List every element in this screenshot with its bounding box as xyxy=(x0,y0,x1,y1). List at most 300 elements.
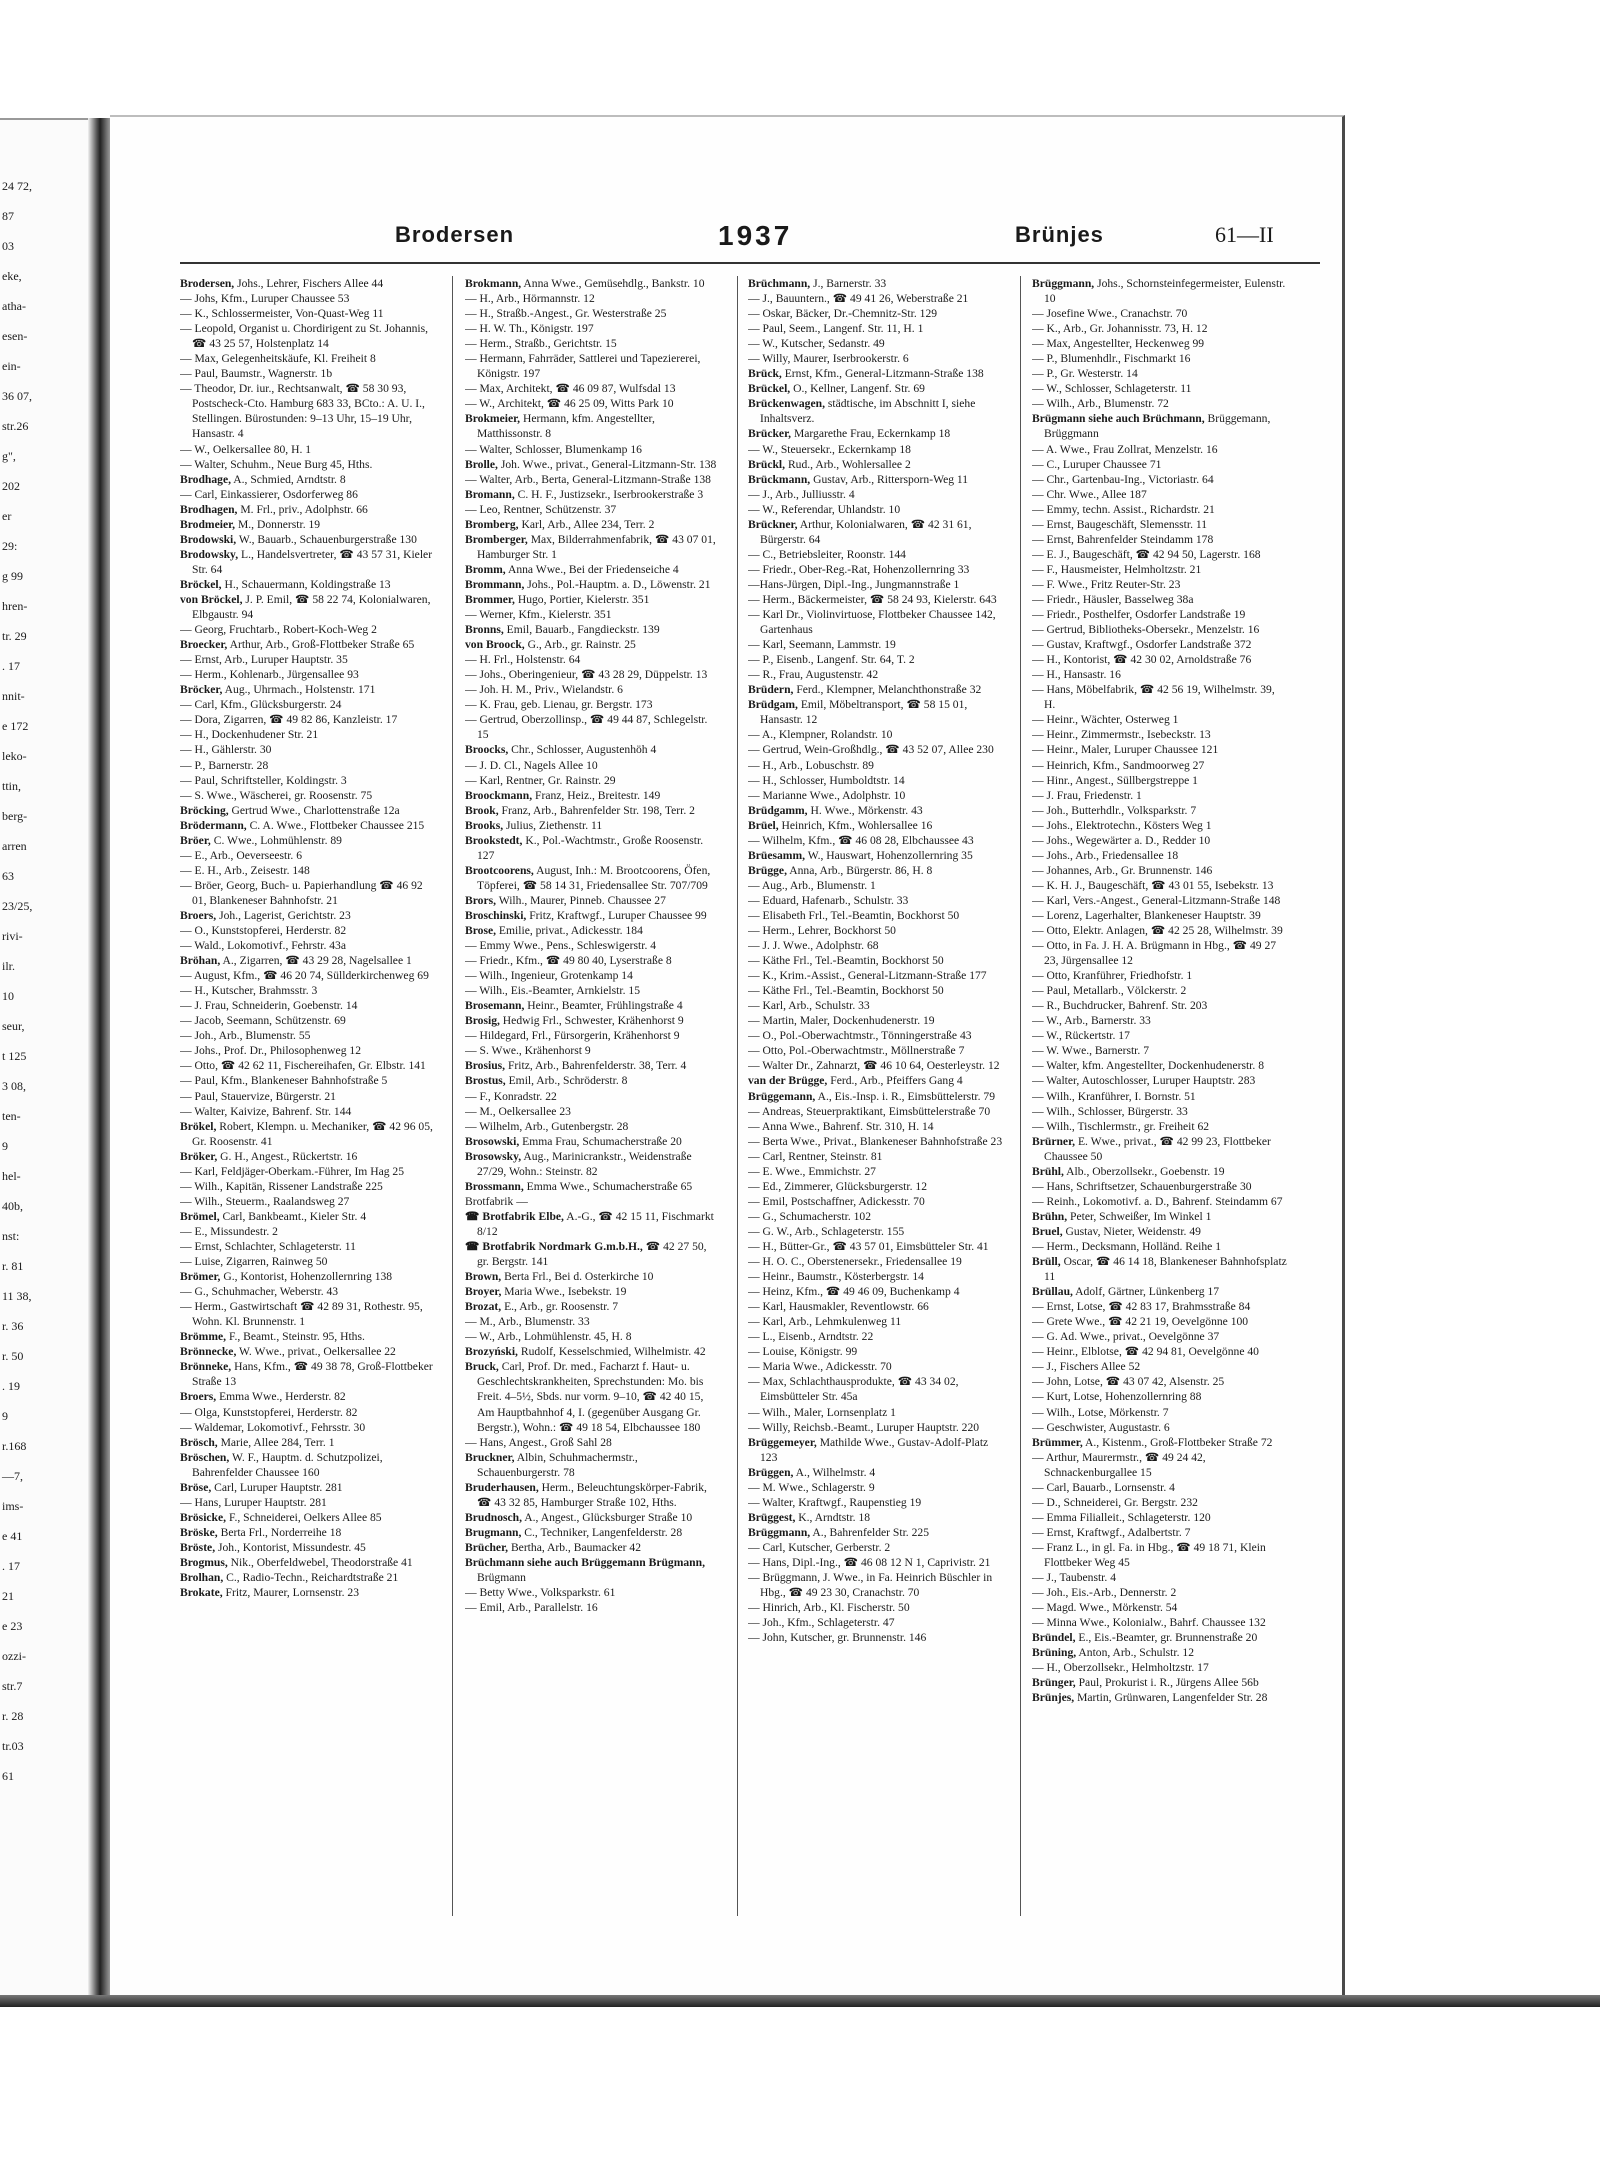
directory-entry: Brüggemeyer, Mathilde Wwe., Gustav-Adolf-Platz 123 xyxy=(748,1435,989,1464)
directory-entry: Bromberger, Max, Bilderrahmenfabrik, ☎ 43 07 01, Hamburger Str. 1 xyxy=(465,532,716,561)
directory-entry: — Oskar, Bäcker, Dr.-Chemnitz-Str. 129 xyxy=(748,307,938,321)
directory-entry: — Walter, Arb., Berta, General-Litzmann-Straße 138 xyxy=(465,472,711,486)
directory-entry: Brolhan, C., Radio-Techn., Reichardtstraße 21 xyxy=(180,1571,399,1585)
directory-entry: — P., Blumenhdlr., Fischmarkt 16 xyxy=(1032,352,1191,366)
directory-entry: — Carl, Kutscher, Gerberstr. 2 xyxy=(748,1540,891,1554)
left-page-fragment: ozzi- xyxy=(2,1649,26,1663)
directory-entry: Brömme, F., Beamt., Steinstr. 95, Hths. xyxy=(180,1330,365,1344)
left-page-fragment: r. 50 xyxy=(2,1349,24,1363)
directory-entry: — Gustav, Kraftwgf., Osdorfer Landstraße 372 xyxy=(1032,638,1252,652)
header-rule xyxy=(180,262,1320,264)
left-page-fragment: ims- xyxy=(2,1499,24,1513)
directory-entry: — Joh., Eis.-Arb., Dennerstr. 2 xyxy=(1032,1586,1177,1600)
left-page-fragment: leko- xyxy=(2,749,27,763)
directory-entry: — Paul, Schriftsteller, Koldingstr. 3 xyxy=(180,773,347,787)
left-page-fragment: r. 36 xyxy=(2,1319,24,1333)
left-page-fragment: 23/25, xyxy=(2,899,33,913)
directory-entry: — Andreas, Steuerpraktikant, Eimsbüttelerstraße 70 xyxy=(748,1104,991,1118)
left-page-fragment: e 172 xyxy=(2,719,29,733)
directory-entry: Brösch, Marie, Allee 284, Terr. 1 xyxy=(180,1435,335,1449)
directory-entry: Brühn, Peter, Schweißer, Im Winkel 1 xyxy=(1032,1209,1212,1223)
directory-entry: — Leopold, Organist u. Chordirigent zu St. Johannis, ☎ 43 25 57, Holstenplatz 14 xyxy=(180,322,429,351)
directory-entry: — Friedr., Häusler, Basselweg 38a xyxy=(1032,592,1194,606)
directory-entry: Brüel, Heinrich, Kfm., Wohlersallee 16 xyxy=(748,818,933,832)
directory-entry: Broschinski, Fritz, Kraftwgf., Luruper Chaussee 99 xyxy=(465,908,707,922)
directory-entry: — Martin, Maler, Dockenhudenerstr. 19 xyxy=(748,1014,935,1028)
directory-entry: Brümmer, A., Kistenm., Groß-Flottbeker Straße 72 xyxy=(1032,1435,1273,1449)
directory-entry: — Gertrud, Oberzollinsp., ☎ 49 44 87, Schlegelstr. 15 xyxy=(465,713,708,742)
directory-entry: — Emil, Arb., Parallelstr. 16 xyxy=(465,1601,598,1615)
directory-entry: Bromann, C. H. F., Justizsekr., Iserbrookerstraße 3 xyxy=(465,487,704,501)
directory-entry: — H. O. C., Oberstenersekr., Friedensallee 19 xyxy=(748,1255,962,1269)
column-3 xyxy=(748,276,1003,1916)
directory-entry: — W., Kutscher, Sedanstr. 49 xyxy=(748,337,885,351)
directory-entry: — Johs., Elektrotechn., Kösters Weg 1 xyxy=(1032,818,1212,832)
left-page-fragment: er xyxy=(2,509,12,523)
book-spine xyxy=(88,118,110,1998)
directory-entry: — Emmy Wwe., Pens., Schleswigerstr. 4 xyxy=(465,939,657,953)
directory-entry: — Heinrich, Kfm., Sandmoorweg 27 xyxy=(1032,758,1205,772)
directory-entry: — H., Dockenhudener Str. 21 xyxy=(180,728,319,742)
directory-entry: — Paul, Kfm., Blankeneser Bahnhofstraße 5 xyxy=(180,1074,388,1088)
directory-entry: — H., Gählerstr. 30 xyxy=(180,743,272,757)
directory-entry: — Otto, in Fa. J. H. A. Brügmann in Hbg., ☎ 49 27 23, Jürgensallee 12 xyxy=(1032,939,1277,968)
directory-entry: — Joh., Arb., Blumenstr. 55 xyxy=(180,1029,311,1043)
directory-entry: — Max, Angestellter, Heckenweg 99 xyxy=(1032,337,1205,351)
directory-entry: Bröschen, W. F., Hauptm. d. Schutzpolizei, Bahrenfelder Chaussee 160 xyxy=(180,1450,383,1479)
directory-entry: — Herm., Bäckermeister, ☎ 58 24 93, Kielerstr. 643 xyxy=(748,592,997,606)
directory-entry: — Hans, Angest., Groß Sahl 28 xyxy=(465,1435,612,1449)
directory-entry: Brühl, Alb., Oberzollsekr., Goebenstr. 19 xyxy=(1032,1164,1225,1178)
left-page-fragment: r.168 xyxy=(2,1439,27,1453)
directory-entry: — Wilhelm, Arb., Gutenbergstr. 28 xyxy=(465,1119,629,1133)
directory-entry: — K., Arb., Gr. Johannisstr. 73, H. 12 xyxy=(1032,322,1208,336)
directory-entry: — J. D. Cl., Nagels Allee 10 xyxy=(465,758,598,772)
directory-entry: Brüdgamm, H. Wwe., Mörkenstr. 43 xyxy=(748,803,923,817)
directory-entry: Brüggen, A., Wilhelmstr. 4 xyxy=(748,1465,876,1479)
directory-entry: — Joh., Kfm., Schlageterstr. 47 xyxy=(748,1616,895,1630)
directory-entry: Broockmann, Franz, Heiz., Breitestr. 149 xyxy=(465,788,661,802)
directory-entry: Bröhan, A., Zigarren, ☎ 43 29 28, Nagelsallee 1 xyxy=(180,954,412,968)
header-last-entry: Brünjes xyxy=(1015,222,1104,247)
directory-entry: — C., Betriebsleiter, Roonstr. 144 xyxy=(748,547,906,561)
directory-entry: Brökel, Robert, Klempn. u. Mechaniker, ☎ 42 96 05, Gr. Roosenstr. 41 xyxy=(180,1119,433,1148)
column-divider xyxy=(452,276,453,1916)
directory-entry: Brüggemann, A., Eis.-Insp. i. R., Eimsbüttelerstr. 79 xyxy=(748,1089,996,1103)
directory-entry: — Paul, Baumstr., Wagnerstr. 1b xyxy=(180,367,333,381)
directory-entry: Brosig, Hedwig Frl., Schwester, Krähenhorst 9 xyxy=(465,1014,684,1028)
directory-entry: Brown, Berta Frl., Bei d. Osterkirche 10 xyxy=(465,1270,654,1284)
directory-entry: — Emma Filialleit., Schlageterstr. 120 xyxy=(1032,1510,1211,1524)
directory-entry: Brozat, E., Arb., gr. Roosenstr. 7 xyxy=(465,1300,619,1314)
directory-entry: Brüllau, Adolf, Gärtner, Lünkenberg 17 xyxy=(1032,1285,1220,1299)
column-4 xyxy=(1032,276,1287,1916)
directory-entry: — Bröer, Georg, Buch- u. Papierhandlung ☎ 46 92 01, Blankeneser Bahnhofstr. 21 xyxy=(180,878,423,907)
directory-entry: — P., Eisenb., Langenf. Str. 64, T. 2 xyxy=(748,653,915,667)
directory-entry: — W., Architekt, ☎ 46 25 09, Witts Park 10 xyxy=(465,397,674,411)
directory-entry: Brook, Franz, Arb., Bahrenfelder Str. 198, Terr. 2 xyxy=(465,803,695,817)
directory-entry: — Ernst, Schlachter, Schlageterstr. 11 xyxy=(180,1240,356,1253)
directory-entry: Brückner, Arthur, Kolonialwaren, ☎ 42 31 61, Bürgerstr. 64 xyxy=(748,517,972,546)
left-page-fragment: str.7 xyxy=(2,1679,23,1693)
directory-entry: — E. Wwe., Emmichstr. 27 xyxy=(748,1164,876,1178)
directory-entry: — A., Klempner, Rolandstr. 10 xyxy=(748,728,893,742)
directory-entry: — Werner, Kfm., Kielerstr. 351 xyxy=(465,608,612,622)
directory-entry: — Friedr., Posthelfer, Osdorfer Landstraße 19 xyxy=(1032,608,1246,622)
directory-entry: Brokate, Fritz, Maurer, Lornsenstr. 23 xyxy=(180,1586,360,1600)
directory-entry: — Johs, Kfm., Luruper Chaussee 53 xyxy=(180,292,350,306)
directory-entry: — Hildegard, Frl., Fürsorgerin, Krähenhorst 9 xyxy=(465,1029,680,1043)
directory-entry: Brootcoorens, August, Inh.: M. Brootcoorens, Öfen, Töpferei, ☎ 58 14 31, Friedensallee Str. 707/709 xyxy=(465,863,711,892)
directory-entry: — Hans, Dipl.-Ing., ☎ 46 08 12 N 1, Caprivistr. 21 xyxy=(748,1555,991,1569)
directory-entry: Brünger, Paul, Prokurist i. R., Jürgens Allee 56b xyxy=(1032,1676,1259,1690)
directory-entry: — W. Wwe., Barnerstr. 7 xyxy=(1032,1044,1149,1058)
directory-entry: Brönneke, Hans, Kfm., ☎ 49 38 78, Groß-Flottbeker Straße 13 xyxy=(180,1360,433,1389)
directory-entry: Bruck, Carl, Prof. Dr. med., Facharzt f. Haut- u. Geschlechtskrankheiten, Sprechstunden: Mo. bis Freit. 4–5½, Sbds. nur vorm. 9–10, ☎ 42 40 15, Am Hauptbahnhof 4, I. (gegenüber Ausgang Gr. Bergstr.), Wohn.: ☎ 49 18 54, Elbchaussee 180 xyxy=(465,1360,704,1434)
left-page-fragment: . 17 xyxy=(2,659,20,673)
directory-entry: — Wilhelm, Kfm., ☎ 46 08 28, Elbchaussee 43 xyxy=(748,833,974,847)
directory-entry: — Walter, Schlosser, Blumenkamp 16 xyxy=(465,442,642,456)
directory-entry: — G. W., Arb., Schlageterstr. 155 xyxy=(748,1224,905,1238)
directory-entry: — Otto, Kranführer, Friedhofstr. 1 xyxy=(1032,969,1193,983)
left-page-fragment: 40b, xyxy=(2,1199,23,1213)
column-1 xyxy=(180,276,435,1916)
directory-entry: — Paul, Metallarb., Völckerstr. 2 xyxy=(1032,984,1187,998)
directory-entry: Bröse, Carl, Luruper Hauptstr. 281 xyxy=(180,1480,343,1494)
directory-entry: — G., Schumacherstr. 102 xyxy=(748,1209,872,1223)
directory-entry: — Waldemar, Lokomotivf., Fehrsstr. 30 xyxy=(180,1420,366,1434)
directory-entry: Bronns, Emil, Bauarb., Fangdieckstr. 139 xyxy=(465,623,660,637)
left-page-fragment: r. 81 xyxy=(2,1259,24,1273)
directory-entry: Broocks, Chr., Schlosser, Augustenhöh 4 xyxy=(465,743,657,757)
directory-entry: — Walter Dr., Zahnarzt, ☎ 46 10 64, Oesterleystr. 12 xyxy=(748,1059,1000,1073)
directory-entry: Brödermann, C. A. Wwe., Flottbeker Chaussee 215 xyxy=(180,818,425,832)
directory-entry: Brürner, E. Wwe., privat., ☎ 42 99 23, Flottbeker Chaussee 50 xyxy=(1032,1134,1271,1163)
directory-entry: — W., Rückertstr. 17 xyxy=(1032,1029,1130,1043)
directory-entry: Brose, Emilie, privat., Adickesstr. 184 xyxy=(465,924,643,938)
directory-entry: — K. Frau, geb. Lienau, gr. Bergstr. 173 xyxy=(465,698,653,712)
directory-entry: — Ernst, Lotse, ☎ 42 83 17, Brahmsstraße 84 xyxy=(1032,1300,1251,1314)
directory-entry: — Wilh., Maler, Lornsenplatz 1 xyxy=(748,1405,896,1419)
left-page-fragment: . 19 xyxy=(2,1379,20,1393)
directory-entry: Brügmann siehe auch Brüchmann, Brüggemann, Brüggmann xyxy=(1032,412,1271,441)
directory-entry: — F., Konradstr. 22 xyxy=(465,1089,557,1103)
directory-entry: — Minna Wwe., Kolonialw., Bahrf. Chaussee 132 xyxy=(1032,1616,1266,1630)
directory-entry: — John, Kutscher, gr. Brunnenstr. 146 xyxy=(748,1631,927,1645)
directory-entry: — Käthe Frl., Tel.-Beamtin, Bockhorst 50 xyxy=(748,954,944,968)
directory-entry: — D., Schneiderei, Gr. Bergstr. 232 xyxy=(1032,1495,1198,1509)
directory-entry: — Berta Wwe., Privat., Blankeneser Bahnhofstraße 23 xyxy=(748,1134,1003,1148)
directory-entry: Brüdgam, Emil, Möbeltransport, ☎ 58 15 01, Hansastr. 12 xyxy=(748,698,968,727)
directory-entry: — Heinz, Kfm., ☎ 49 46 09, Buchenkamp 4 xyxy=(748,1285,960,1299)
directory-entry: — Olga, Kunststopferei, Herderstr. 82 xyxy=(180,1405,358,1419)
directory-entry: — R., Frau, Augustenstr. 42 xyxy=(748,668,879,682)
directory-entry: — Louise, Königstr. 99 xyxy=(748,1345,858,1359)
left-page-fragment: 61 xyxy=(2,1769,14,1783)
directory-entry: — Wilh., Steuerm., Raalandsweg 27 xyxy=(180,1194,350,1208)
directory-entry: — Hinr., Angest., Süllbergstreppe 1 xyxy=(1032,773,1198,787)
directory-entry: — H., Kutscher, Brahmsstr. 3 xyxy=(180,984,318,998)
left-page-fragment: e 41 xyxy=(2,1529,23,1543)
directory-entry: — Otto, ☎ 42 62 11, Fischereihafen, Gr. Elbstr. 141 xyxy=(180,1059,426,1073)
directory-entry: — Otto, Elektr. Anlagen, ☎ 42 25 28, Wilhelmstr. 39 xyxy=(1032,924,1283,938)
directory-entry: Brügge, Anna, Arb., Bürgerstr. 86, H. 8 xyxy=(748,863,933,877)
directory-entry: Brudnosch, A., Angest., Glücksburger Straße 10 xyxy=(465,1510,693,1524)
directory-entry: — Johs., Oberingenieur, ☎ 43 28 29, Düppelstr. 13 xyxy=(465,668,708,682)
directory-entry: — E. H., Arb., Zeisestr. 148 xyxy=(180,863,310,877)
directory-entry: — J. Frau, Schneiderin, Goebenstr. 14 xyxy=(180,999,358,1013)
directory-entry: Brodowski, W., Bauarb., Schauenburgerstraße 130 xyxy=(180,532,417,546)
directory-entry: — Heinr., Maler, Luruper Chaussee 121 xyxy=(1032,743,1219,757)
directory-entry: — W., Arb., Barnerstr. 33 xyxy=(1032,1014,1151,1028)
left-page-fragment: eke, xyxy=(2,269,22,283)
directory-entry: — W., Oelkersallee 80, H. 1 xyxy=(180,442,312,456)
directory-entry: Bründel, E., Eis.-Beamter, gr. Brunnenstraße 20 xyxy=(1032,1631,1258,1645)
directory-entry: Brünjes, Martin, Grünwaren, Langenfelder Str. 28 xyxy=(1032,1691,1268,1705)
directory-entry: — Anna Wwe., Bahrenf. Str. 310, H. 14 xyxy=(748,1119,934,1133)
directory-entry: — Herm., Lehrer, Bockhorst 50 xyxy=(748,924,896,938)
directory-entry: Brück, Ernst, Kfm., General-Litzmann-Straße 138 xyxy=(748,367,984,381)
directory-entry: Brömer, G., Kontorist, Hohenzollernring 138 xyxy=(180,1270,393,1284)
left-page-fragment: 9 xyxy=(2,1139,8,1153)
directory-entry: — Johs., Prof. Dr., Philosophenweg 12 xyxy=(180,1044,361,1058)
directory-entry: — Heinr., Baumstr., Kösterbergstr. 14 xyxy=(748,1270,924,1284)
directory-entry: — W., Steuersekr., Eckernkamp 18 xyxy=(748,442,911,456)
directory-entry: — Carl, Kfm., Glücksburgerstr. 24 xyxy=(180,698,342,712)
directory-entry: — Carl, Rentner, Steinstr. 81 xyxy=(748,1149,883,1163)
directory-entry: — Wilh., Kranführer, I. Bornstr. 51 xyxy=(1032,1089,1196,1103)
directory-entry: — G. Ad. Wwe., privat., Oevelgönne 37 xyxy=(1032,1330,1220,1344)
directory-entry: — Luise, Zigarren, Rainweg 50 xyxy=(180,1255,328,1269)
directory-entry: — August, Kfm., ☎ 46 20 74, Süllderkirchenweg 69 xyxy=(180,969,429,983)
left-page-fragment: tr.03 xyxy=(2,1739,24,1753)
directory-entry: — Karl, Feldjäger-Oberkam.-Führer, Im Hag 25 xyxy=(180,1164,405,1178)
left-page-fragment: e 23 xyxy=(2,1619,23,1633)
directory-entry: Bröcking, Gertrud Wwe., Charlottenstraße 12a xyxy=(180,803,400,817)
left-page-fragment: str.26 xyxy=(2,419,29,433)
directory-entry: — Aug., Arb., Blumenstr. 1 xyxy=(748,878,876,892)
directory-entry: Brüdern, Ferd., Klempner, Melanchthonstraße 32 xyxy=(748,683,982,697)
directory-entry: Bröckel, H., Schauermann, Koldingstraße 13 xyxy=(180,577,391,591)
directory-entry: — Heinr., Wächter, Osterweg 1 xyxy=(1032,713,1179,727)
directory-entry: — Heinr., Zimmermstr., Isebeckstr. 13 xyxy=(1032,728,1211,742)
directory-entry: — Walter, Schuhm., Neue Burg 45, Hths. xyxy=(180,457,373,471)
directory-entry: — H., Bütter-Gr., ☎ 43 57 01, Eimsbütteler Str. 41 xyxy=(748,1240,989,1253)
directory-entry: — W., Schlosser, Schlageterstr. 11 xyxy=(1032,382,1192,396)
directory-entry: — Grete Wwe., ☎ 42 21 19, Oevelgönne 100 xyxy=(1032,1315,1249,1329)
directory-entry: — Willy, Reichsb.-Beamt., Luruper Hauptstr. 220 xyxy=(748,1420,980,1434)
directory-entry: Brücker, Margarethe Frau, Eckernkamp 18 xyxy=(748,427,951,441)
directory-entry: ☎ Brotfabrik Nordmark G.m.b.H., ☎ 42 27 50, gr. Bergstr. 141 xyxy=(465,1240,707,1269)
directory-entry: — Gertrud, Bibliotheks-Obersekr., Menzelstr. 16 xyxy=(1032,623,1260,637)
left-page-fragment: 21 xyxy=(2,1589,14,1603)
directory-entry: Bröcker, Aug., Uhrmach., Holstenstr. 171 xyxy=(180,683,376,697)
directory-entry: ☎ Brotfabrik Elbe, A.-G., ☎ 42 15 11, Fischmarkt 8/12 xyxy=(465,1209,714,1238)
directory-entry: — Lorenz, Lagerhalter, Blankeneser Hauptstr. 39 xyxy=(1032,908,1261,922)
directory-entry: — K., Schlossermeister, Von-Quast-Weg 11 xyxy=(180,307,384,321)
directory-entry: — H., Oberzollsekr., Helmholtzstr. 17 xyxy=(1032,1661,1209,1675)
directory-entry: — Carl, Bauarb., Lornsenstr. 4 xyxy=(1032,1480,1175,1494)
directory-entry: — Wilh., Schlosser, Bürgerstr. 33 xyxy=(1032,1104,1188,1118)
left-page-fragment: 3 08, xyxy=(2,1079,26,1093)
directory-entry: Broers, Emma Wwe., Herderstr. 82 xyxy=(180,1390,346,1404)
directory-entry: — John, Lotse, ☎ 43 07 42, Alsenstr. 25 xyxy=(1032,1375,1225,1389)
directory-entry: — J. J. Wwe., Adolphstr. 68 xyxy=(748,939,879,953)
directory-entry: Brückl, Rud., Arb., Wohlersallee 2 xyxy=(748,457,911,471)
left-page-fragment: arren xyxy=(2,839,27,853)
directory-entry: — Friedr., Kfm., ☎ 49 80 40, Lyserstraße 8 xyxy=(465,954,672,968)
directory-entry: — Brüggmann, J. Wwe., in Fa. Heinrich Büschler in Hbg., ☎ 49 23 30, Cranachstr. 70 xyxy=(748,1571,993,1600)
directory-entry: van der Brügge, Ferd., Arb., Pfeiffers Gang 4 xyxy=(748,1074,963,1088)
directory-entry: — Hinrich, Arb., Kl. Fischerstr. 50 xyxy=(748,1601,910,1615)
column-2 xyxy=(465,276,720,1916)
directory-entry: Bromberg, Karl, Arb., Allee 234, Terr. 2 xyxy=(465,517,655,531)
directory-entry: Brolle, Joh. Wwe., privat., General-Litzmann-Str. 138 xyxy=(465,457,717,471)
left-page-fragment: hel- xyxy=(2,1169,21,1183)
directory-entry: — Ernst, Kraftwgf., Adalbertstr. 7 xyxy=(1032,1525,1191,1539)
directory-entry: — Gertrud, Wein-Großhdlg., ☎ 43 52 07, Allee 230 xyxy=(748,743,994,757)
directory-entry: — H., Arb., Hörmannstr. 12 xyxy=(465,292,595,306)
directory-entry: Brommer, Hugo, Portier, Kielerstr. 351 xyxy=(465,592,650,606)
directory-entry: Brückmann, Gustav, Arb., Rittersporn-Weg 11 xyxy=(748,472,969,486)
directory-entry: — M., Arb., Blumenstr. 33 xyxy=(465,1315,590,1329)
header-year: 1937 xyxy=(718,220,793,251)
directory-entry: — Willy, Maurer, Iserbrookerstr. 6 xyxy=(748,352,909,366)
directory-entry: Brüggest, K., Arndtstr. 18 xyxy=(748,1510,871,1524)
directory-entry: — Hans, Schriftsetzer, Schauenburgerstraße 30 xyxy=(1032,1179,1252,1193)
directory-entry: Bröker, G. H., Angest., Rückertstr. 16 xyxy=(180,1149,358,1163)
directory-entry: Brüesamm, W., Hauswart, Hohenzollernring 35 xyxy=(748,848,973,862)
directory-entry: — Herm., Kohlenarb., Jürgensallee 93 xyxy=(180,668,359,682)
directory-entry: — Herm., Gastwirtschaft ☎ 42 89 31, Rothestr. 95, Wohn. Kl. Brunnenstr. 1 xyxy=(180,1300,423,1329)
directory-entry: Bromm, Anna Wwe., Bei der Friedenseiche 4 xyxy=(465,562,679,576)
directory-entry: — Karl, Seemann, Lammstr. 19 xyxy=(748,638,896,652)
left-page-fragment: ten- xyxy=(2,1109,21,1123)
directory-entry: — Max, Schlachthausprodukte, ☎ 43 34 02, Eimsbütteler Str. 45a xyxy=(748,1375,959,1404)
directory-entry: Brokmann, Anna Wwe., Gemüsehdlg., Bankstr. 10 xyxy=(465,277,705,290)
directory-entry: Brückenwagen, städtische, im Abschnitt I, siehe Inhaltsverz. xyxy=(748,397,976,426)
left-page-fragment: seur, xyxy=(2,1019,25,1033)
directory-entry: Brüll, Oscar, ☎ 46 14 18, Blankeneser Bahnhofsplatz 11 xyxy=(1032,1255,1287,1284)
directory-entry: — Dora, Zigarren, ☎ 49 82 86, Kanzleistr. 17 xyxy=(180,713,398,727)
directory-entry: — Max, Gelegenheitskäufe, Kl. Freiheit 8 xyxy=(180,352,376,366)
directory-entry: — Kurt, Lotse, Hohenzollernring 88 xyxy=(1032,1390,1202,1404)
directory-entry: Broers, Joh., Lagerist, Gerichtstr. 23 xyxy=(180,908,351,922)
directory-entry: Brüggmann, A., Bahrenfelder Str. 225 xyxy=(748,1525,929,1539)
directory-entry: Brodmeier, M., Donnerstr. 19 xyxy=(180,517,321,531)
directory-entry: — Hans, Möbelfabrik, ☎ 42 56 19, Wilhelmstr. 39, H. xyxy=(1032,683,1275,712)
directory-entry: — Johs., Arb., Friedensallee 18 xyxy=(1032,848,1179,862)
directory-entry: Brosowsky, Aug., Marinicrankstr., Weidenstraße 27/29, Wohn.: Steinstr. 82 xyxy=(465,1149,692,1178)
directory-entry: Bruel, Gustav, Nieter, Weidenstr. 49 xyxy=(1032,1224,1201,1238)
directory-entry: Brüchmann, J., Barnerstr. 33 xyxy=(748,277,887,290)
directory-entry: — Walter, Kaivize, Bahrenf. Str. 144 xyxy=(180,1104,352,1118)
directory-entry: Brodhage, A., Schmied, Arndtstr. 8 xyxy=(180,472,346,486)
directory-entry: — Emmy, techn. Assist., Richardstr. 21 xyxy=(1032,502,1215,516)
directory-entry: Brückel, O., Kellner, Langenf. Str. 69 xyxy=(748,382,925,396)
left-page-fragment: tr. 29 xyxy=(2,629,27,643)
directory-entry: — Ernst, Arb., Luruper Hauptstr. 35 xyxy=(180,653,348,667)
directory-entry: — S. Wwe., Krähenhorst 9 xyxy=(465,1044,591,1058)
directory-entry: — W., Referendar, Uhlandstr. 10 xyxy=(748,502,901,516)
directory-entry: — Wilh., Eis.-Beamter, Arnkielstr. 15 xyxy=(465,984,640,998)
directory-entry: — Walter, kfm. Angestellter, Dockenhudenerstr. 8 xyxy=(1032,1059,1264,1073)
left-page-fragment: hren- xyxy=(2,599,28,613)
directory-entry: — E., Arb., Oeverseestr. 6 xyxy=(180,848,303,862)
left-page-fragment: ilr. xyxy=(2,959,16,973)
left-page-fragment: —7, xyxy=(2,1469,23,1483)
directory-entry: Bröer, C. Wwe., Lohmühlenstr. 89 xyxy=(180,833,342,847)
directory-entry: — Jacob, Seemann, Schützenstr. 69 xyxy=(180,1014,346,1028)
directory-entry: — Chr. Wwe., Allee 187 xyxy=(1032,487,1147,501)
left-page-fragment: g", xyxy=(2,449,16,463)
directory-entry: Brotfabrik — xyxy=(465,1194,528,1208)
directory-entry: Brosius, Fritz, Arb., Bahrenfelderstr. 38, Terr. 4 xyxy=(465,1059,687,1073)
column-divider xyxy=(1020,276,1021,1916)
directory-entry: — Leo, Rentner, Schützenstr. 37 xyxy=(465,502,617,516)
directory-entry: — H., Kontorist, ☎ 42 30 02, Arnoldstraße 76 xyxy=(1032,653,1252,667)
left-page-fragment: ein- xyxy=(2,359,21,373)
directory-entry: Brokmeier, Hermann, kfm. Angestellter, Matthissonstr. 8 xyxy=(465,412,655,441)
left-page-fragment: ttin, xyxy=(2,779,22,793)
left-page-fragment: 29: xyxy=(2,539,18,553)
directory-entry: Brogmus, Nik., Oberfeldwebel, Theodorstraße 41 xyxy=(180,1555,413,1569)
directory-entry: von Bröckel, J. P. Emil, ☎ 58 22 74, Kolonialwaren, Elbgaustr. 94 xyxy=(180,592,431,622)
left-page-fragment: 63 xyxy=(2,869,14,883)
directory-entry: — Walter, Autoschlosser, Luruper Hauptstr. 283 xyxy=(1032,1074,1256,1088)
directory-entry: — F. Wwe., Fritz Reuter-Str. 23 xyxy=(1032,577,1181,591)
directory-entry: Brodhagen, M. Frl., priv., Adolphstr. 66 xyxy=(180,502,368,516)
directory-entry: — J., Arb., Julliusstr. 4 xyxy=(748,487,855,501)
left-page-fragment: 10 xyxy=(2,989,14,1003)
directory-entry: — A. Wwe., Frau Zollrat, Menzelstr. 16 xyxy=(1032,442,1218,456)
directory-entry: Bruckner, Albin, Schuhmachermstr., Schauenburgerstr. 78 xyxy=(465,1450,638,1479)
directory-entry: — Eduard, Hafenarb., Schulstr. 33 xyxy=(748,893,909,907)
left-page-fragment: rivi- xyxy=(2,929,23,943)
left-page-fragment: 36 07, xyxy=(2,389,32,403)
left-page-fragment: nst: xyxy=(2,1229,20,1243)
directory-entry: — H., Arb., Lobuschstr. 89 xyxy=(748,758,874,772)
directory-entry: — Wilh., Kapitän, Rissener Landstraße 225 xyxy=(180,1179,383,1193)
directory-entry: — H., Hansastr. 16 xyxy=(1032,668,1121,682)
directory-entry: Brömel, Carl, Bankbeamt., Kieler Str. 4 xyxy=(180,1209,367,1223)
directory-entry: — Marianne Wwe., Adolphstr. 10 xyxy=(748,788,906,802)
left-page-fragment: nnit- xyxy=(2,689,25,703)
page-number: 61—II xyxy=(1215,222,1274,247)
directory-entry: — Ed., Zimmerer, Glücksburgerstr. 12 xyxy=(748,1179,927,1193)
left-page-fragment: 9 xyxy=(2,1409,8,1423)
directory-entry: von Broock, G., Arb., gr. Rainstr. 25 xyxy=(465,638,636,652)
directory-entry: — K., Krim.-Assist., General-Litzmann-Straße 177 xyxy=(748,969,987,983)
directory-entry: Brösicke, F., Schneiderei, Oelkers Allee 85 xyxy=(180,1510,382,1524)
left-page-fragment: atha- xyxy=(2,299,26,313)
directory-entry: — Wilh., Ingenieur, Grotenkamp 14 xyxy=(465,969,633,983)
directory-entry: — Joh., Butterhdlr., Volksparkstr. 7 xyxy=(1032,803,1197,817)
directory-entry: — Herm., Decksmann, Holländ. Reihe 1 xyxy=(1032,1240,1221,1253)
header-first-entry: Brodersen xyxy=(395,222,515,247)
directory-entry: — P., Barnerstr. 28 xyxy=(180,758,269,772)
directory-entry: — W., Arb., Lohmühlenstr. 45, H. 8 xyxy=(465,1330,632,1344)
left-page-fragment: . 17 xyxy=(2,1559,20,1573)
left-page-fragment: t 125 xyxy=(2,1049,27,1063)
directory-entry: Brugmann, C., Techniker, Langenfelderstr. 28 xyxy=(465,1525,683,1539)
directory-entry: — Emil, Postschaffner, Adickesstr. 70 xyxy=(748,1194,925,1208)
directory-entry: — Karl, Vers.-Angest., General-Litzmann-Straße 148 xyxy=(1032,893,1281,907)
directory-entry: — Chr., Gartenbau-Ing., Victoriastr. 64 xyxy=(1032,472,1214,486)
directory-entry: Bruderhausen, Herm., Beleuchtungskörper-Fabrik, ☎ 43 32 85, Hamburger Straße 102, Hths. xyxy=(465,1480,707,1509)
directory-entry: — Franz L., in gl. Fa. in Hbg., ☎ 49 18 71, Klein Flottbeker Weg 45 xyxy=(1032,1540,1266,1569)
directory-entry: — M., Oelkersallee 23 xyxy=(465,1104,571,1118)
